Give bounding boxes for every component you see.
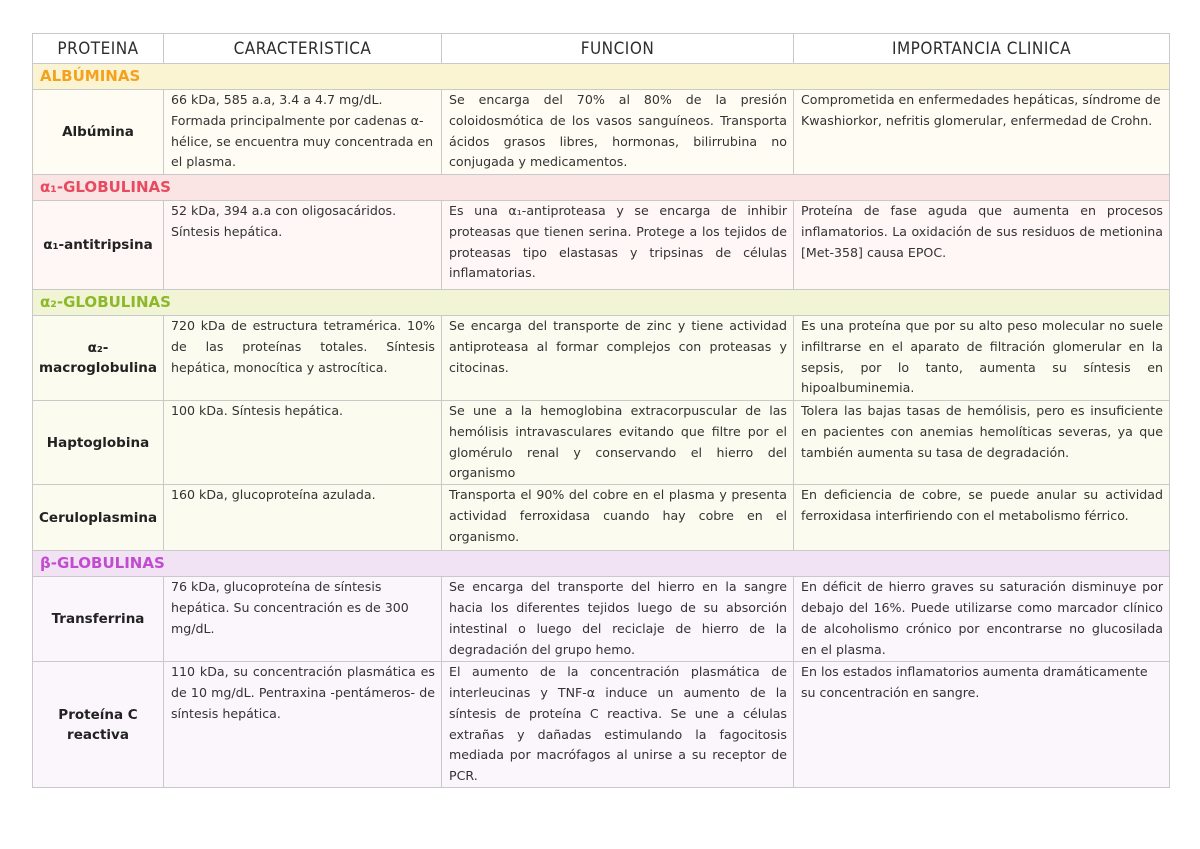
caracteristica-cell: 110 kDa, su concentración plasmática es de 10 mg/dL. Pentraxina -pentámeros- de síntesis hepática.: [164, 662, 442, 788]
protein-name: Transferrina: [33, 577, 164, 662]
group-row-alfa2: [33, 290, 1170, 316]
table-row: [33, 485, 1170, 551]
header-caracteristica: CARACTERISTICA: [164, 34, 442, 64]
funcion-cell: El aumento de la concentración plasmática de interleucinas y TNF-α induce un aumento de la síntesis de proteína C reactiva. Se une a células extrañas y dañadas estimulando la fagocitosis mediada por macrófagos al unirse a su receptor de PCR.: [442, 662, 794, 788]
caracteristica-cell: 100 kDa. Síntesis hepática.: [164, 401, 442, 485]
caracteristica-cell: 52 kDa, 394 a.a con oligosacáridos. Síntesis hepática.: [164, 201, 442, 290]
importancia-cell: Es una proteína que por su alto peso molecular no suele infiltrarse en el aparato de filtración glomerular en la sepsis, por lo tanto, aumenta su síntesis en hipoalbuminemia.: [794, 316, 1170, 401]
table-row: [33, 401, 1170, 485]
protein-name: α₂-macroglobulina: [33, 316, 164, 401]
importancia-cell: Tolera las bajas tasas de hemólisis, pero es insuficiente en pacientes con anemias hemolíticas severas, ya que también aumenta su tasa de degradación.: [794, 401, 1170, 485]
table-row: [33, 577, 1170, 662]
group-row-beta: [33, 551, 1170, 577]
table-row: [33, 201, 1170, 290]
group-label: α₂-GLOBULINAS: [33, 290, 1170, 316]
caracteristica-cell: 66 kDa, 585 a.a, 3.4 a 4.7 mg/dL. Formada principalmente por cadenas α-hélice, se encuentra muy concentrada en el plasma.: [164, 90, 442, 175]
group-row-albuminas: [33, 64, 1170, 90]
proteins-table: [32, 33, 1170, 788]
header-proteina: PROTEINA: [33, 34, 164, 64]
funcion-cell: Se encarga del 70% al 80% de la presión coloidosmótica de los vasos sanguíneos. Transporta ácidos grasos libres, hormonas, bilirrubina no conjugada y medicamentos.: [442, 90, 794, 175]
importancia-cell: En los estados inflamatorios aumenta dramáticamente su concentración en sangre.: [794, 662, 1170, 788]
header-importancia: IMPORTANCIA CLINICA: [794, 34, 1170, 64]
funcion-cell: Se encarga del transporte del hierro en la sangre hacia los diferentes tejidos luego de su absorción intestinal o luego del reciclaje de hierro de la degradación del grupo hemo.: [442, 577, 794, 662]
protein-name: α₁-antitripsina: [33, 201, 164, 290]
caracteristica-cell: 76 kDa, glucoproteína de síntesis hepática. Su concentración es de 300 mg/dL.: [164, 577, 442, 662]
protein-name: Proteína C reactiva: [33, 662, 164, 788]
funcion-cell: Se encarga del transporte de zinc y tiene actividad antiproteasa al formar complejos con proteasas y citocinas.: [442, 316, 794, 401]
funcion-cell: Transporta el 90% del cobre en el plasma y presenta actividad ferroxidasa cuando hay cobre en el organismo.: [442, 485, 794, 551]
table-row: [33, 90, 1170, 175]
importancia-cell: Proteína de fase aguda que aumenta en procesos inflamatorios. La oxidación de sus residuos de metionina [Met-358] causa EPOC.: [794, 201, 1170, 290]
importancia-cell: Comprometida en enfermedades hepáticas, síndrome de Kwashiorkor, nefritis glomerular, enfermedad de Crohn.: [794, 90, 1170, 175]
funcion-cell: Se une a la hemoglobina extracorpuscular de las hemólisis intravasculares evitando que filtre por el glomérulo renal y conservando el hierro del organismo: [442, 401, 794, 485]
caracteristica-cell: 160 kDa, glucoproteína azulada.: [164, 485, 442, 551]
group-label: ALBÚMINAS: [33, 64, 1170, 90]
caracteristica-cell: 720 kDa de estructura tetramérica. 10% de las proteínas totales. Síntesis hepática, monocítica y astrocítica.: [164, 316, 442, 401]
table-row: [33, 316, 1170, 401]
group-label: α₁-GLOBULINAS: [33, 175, 1170, 201]
group-row-alfa1: [33, 175, 1170, 201]
table-row: [33, 662, 1170, 788]
group-label: β-GLOBULINAS: [33, 551, 1170, 577]
protein-name: Haptoglobina: [33, 401, 164, 485]
importancia-cell: En deficiencia de cobre, se puede anular su actividad ferroxidasa interfiriendo con el metabolismo férrico.: [794, 485, 1170, 551]
funcion-cell: Es una α₁-antiproteasa y se encarga de inhibir proteasas que tienen serina. Protege a los tejidos de proteasas tipo elastasas y tripsinas de células inflamatorias.: [442, 201, 794, 290]
header-row: [33, 34, 1170, 64]
importancia-cell: En déficit de hierro graves su saturación disminuye por debajo del 16%. Puede utilizarse como marcador clínico de alcoholismo crónico por encontrarse no glucosilada en el plasma.: [794, 577, 1170, 662]
header-funcion: FUNCION: [442, 34, 794, 64]
protein-name: Albúmina: [33, 90, 164, 175]
protein-name: Ceruloplasmina: [33, 485, 164, 551]
